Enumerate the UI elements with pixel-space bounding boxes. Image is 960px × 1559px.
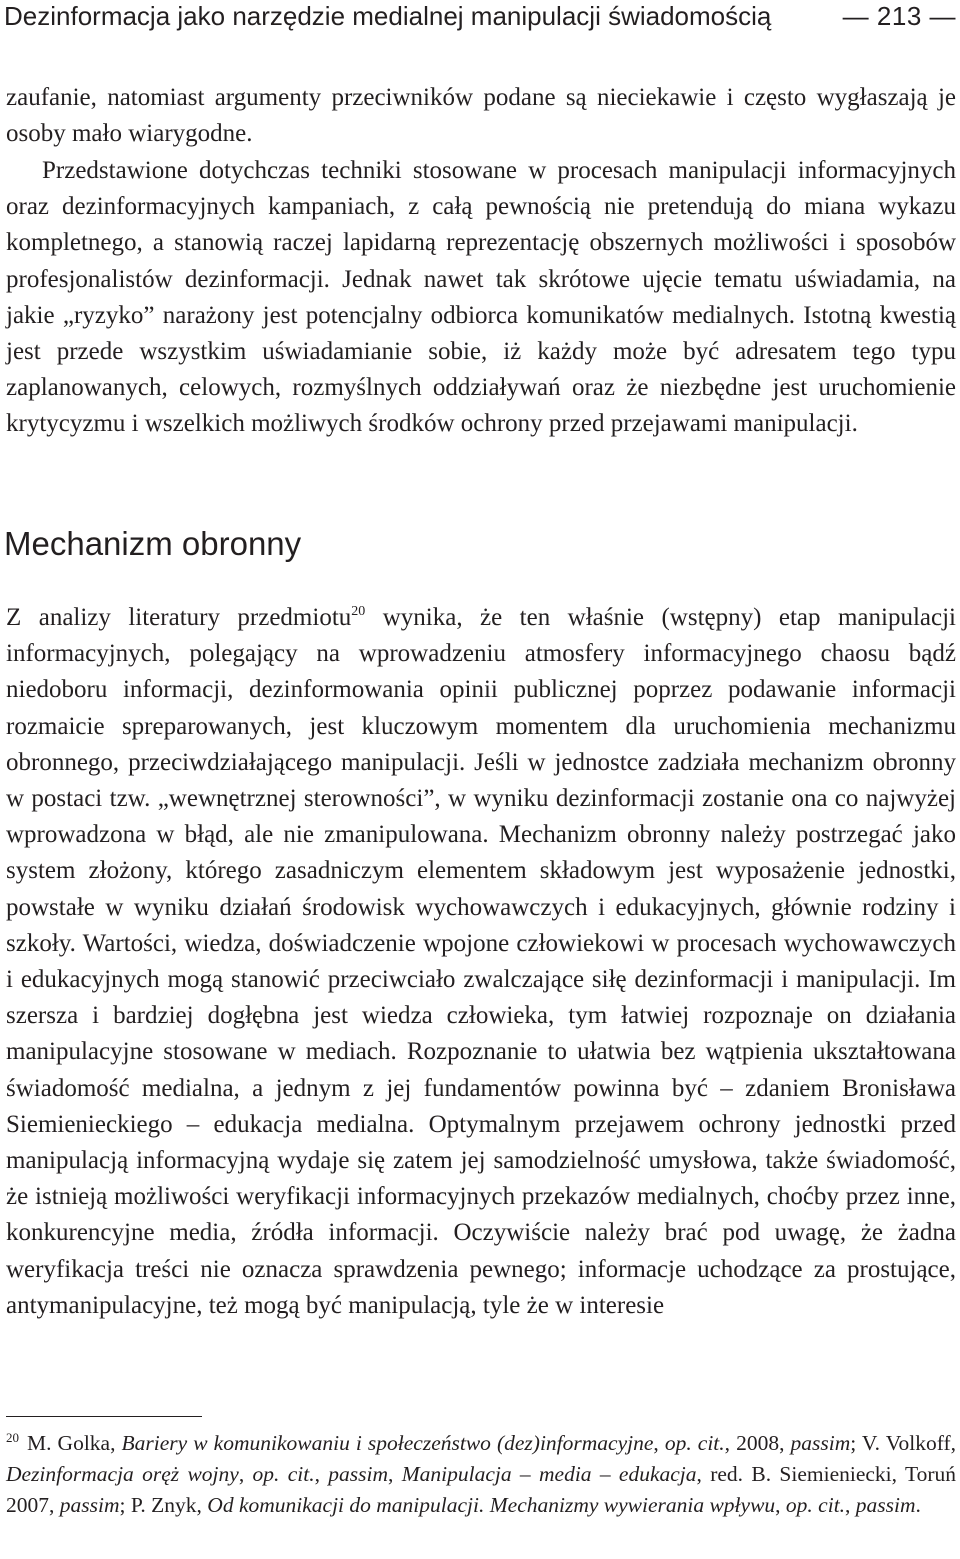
footnote-text: , (653, 1431, 665, 1455)
footnote-citation: passim (328, 1462, 389, 1487)
footnote-text: , (845, 1493, 856, 1518)
footnote-separator (6, 1416, 202, 1417)
footnote-title: Manipulacja – media – edukacja (401, 1462, 697, 1487)
paragraph-text-rest: wynika, że ten właśnie (wstępny) etap manipulacji informacyjnych, polegający na wprowadzeniu atmosfery informacyjnego chaosu bądź niedoboru informacji, dezinformowania opinii publicznej poprzez podawanie informacji rozmaicie spreparowanych, jest kluczowym momentem dla uruchomienia mechanizmu obronnego, przeciwdziałającego manipulacji. Jeśli w jednostce zadziała mechanizm obronny w postaci tzw. „wewnętrznej sterowności”, w wyniku dezinformacji zostanie ona co najwyżej wprowadzona w błąd, ale nie zmanipulowana. Mechanizm obronny należy postrzegać jako system złożony, którego zasadniczym elementem składowym jest wyposażenie jednostki, powstałe w wyniku działań środowisk wychowawczych i edukacyjnych, głównie rodziny i szkoły. Wartości, wiedza, doświadczenie wpojone człowiekowi w procesach wychowawczych i edukacyjnych mogą stanowić przeciwciało zwalczające siłę dezinformacji i manipulacji. Im szersza i bardziej dogłębna jest wiedza człowieka, tym łatwiej rozpoznaje on działania manipulacyjne stosowane w mediach. Rozpoznanie to ułatwia bez wątpienia ukształtowana świadomość medialna, a jednym z jej fundamentów powinna być – zdaniem Bronisława Siemienieckiego – edukacja medialna. Optymalnym przejawem ochrony jednostki przed manipulacją informacyjną wydaje się zatem jej samodzielność umysłowa, także świadomość, że istnieją możliwości weryfikacji informacyjnych przekazów medialnych, choćby przez inne, konkurencyjne media, źródła informacji. Oczywiście należy brać pod uwagę, że żadna weryfikacja treści nie oznacza sprawdzenia pewnego; informacje uchodzące za prostujące, antymanipulacyjne, też mogą być manipulacją, tyle że w interesie (6, 604, 956, 1319)
paragraph-defense-mechanism (6, 600, 956, 1324)
footnote-citation: op. cit. (252, 1462, 315, 1487)
footnote-title: Od komunikacji do manipulacji. Mechanizmy wywierania wpływu (207, 1493, 776, 1518)
footnote-reference[interactable]: 20 (351, 604, 366, 619)
page-number: — 213 — (842, 1, 956, 31)
footnote-text: , 2008, (724, 1431, 791, 1455)
paragraph-text-start: Z analizy literatury przedmiotu (6, 604, 352, 631)
footnote-text: , (314, 1462, 329, 1487)
running-head (0, 0, 960, 34)
paragraph-text: zaufanie, natomiast argumenty przeciwników podane są nieciekawie i często wygłaszają je osoby mało wiarygodne. (6, 84, 956, 148)
paragraph-text (6, 600, 956, 1324)
footnote-text: ; V. Volkoff, (850, 1431, 956, 1455)
footnote-citation: passim (855, 1493, 916, 1518)
footnote-text: , (238, 1462, 253, 1487)
section-heading: Mechanizm obronny (4, 525, 302, 562)
footnote-text: M. Golka, (27, 1431, 122, 1455)
footnote-title: Bariery w komunikowaniu i społeczeństwo (dez)informacyjne (121, 1431, 654, 1455)
footnote-20 (6, 1428, 956, 1522)
footnote-citation: op. cit. (664, 1431, 725, 1455)
footnote-citation: passim (59, 1493, 120, 1518)
footnote-citation: passim (790, 1431, 851, 1455)
footnote-text: , (388, 1462, 402, 1487)
footnote-title: Dezinformacja oręż wojny (6, 1462, 239, 1487)
running-head-title: Dezinformacja jako narzędzie medialnej manipulacji świadomością (4, 1, 772, 31)
footnote-text: , red. B. Siemieniecki, Toruń 2007, (6, 1462, 956, 1518)
paragraph-continued (6, 80, 956, 152)
paragraph-techniques (6, 153, 956, 443)
footnote-text: . (915, 1493, 921, 1518)
footnote-mark: 20 (6, 1430, 19, 1445)
footnote-citation: op. cit. (785, 1493, 846, 1518)
paragraph-text: Przedstawione dotychczas techniki stosowane w procesach manipulacji informacyjnych oraz dezinformacyjnych kampaniach, z całą pewnością nie pretendują do miana wykazu kompletnego, a stanowią raczej lapidarną reprezentację obszernych możliwości i sposobów profesjonalistów dezinformacji. Jednak nawet tak skrótowe ujęcie tematu uświadamia, na jakie „ryzyko” narażony jest potencjalny odbiorca komunikatów medialnych. Istotną kwestią jest przede wszystkim uświadamianie sobie, iż każdy może być adresatem tego typu zaplanowanych, celowych, rozmyślnych oddziaływań oraz że niezbędne jest uruchomienie krytycyzmu i wszelkich możliwych środków ochrony przed przejawami manipulacji. (6, 157, 956, 438)
footnote-text: , (775, 1493, 786, 1518)
footnote-text: ; P. Znyk, (119, 1493, 208, 1518)
